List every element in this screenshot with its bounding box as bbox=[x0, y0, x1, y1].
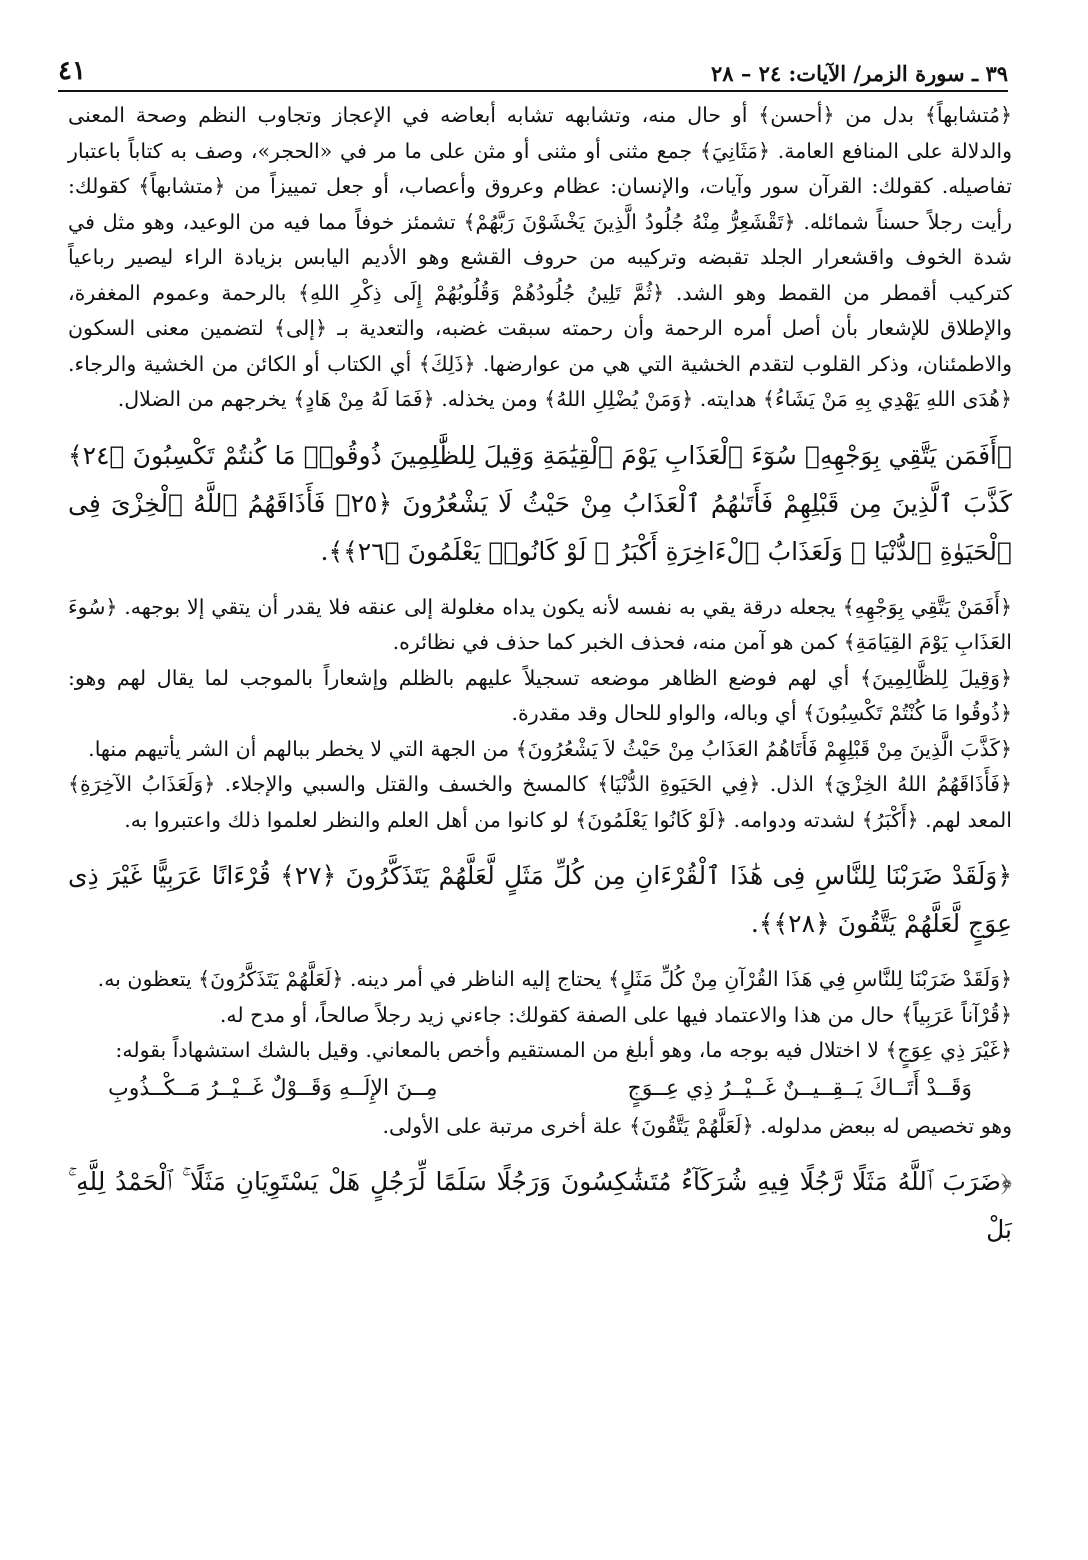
commentary-paragraph-9: وهو تخصيص له ببعض مدلوله. ﴿لَعَلَّهُمْ يَتَّقُونَ﴾ علة أخرى مرتبة على الأولى. bbox=[382, 1113, 1012, 1138]
poem-first-hemistich: وَقَــدْ أَتَــاكَ يَــقِــيــنٌ غَــيْــرُ ذِي عِــوَجٍ bbox=[627, 1075, 972, 1101]
page-body bbox=[68, 98, 1012, 1254]
commentary-paragraph-5: ﴿فَأَذَاقَهُمُ اللهُ الخِزْيَ﴾ الذل. ﴿فِي الحَيَوةِ الدُّنْيَا﴾ كالمسخ والخسف والقتل والسبي والإجلاء. ﴿وَلَعَذَابُ الآخِرَةِ﴾ المعد لهم. ﴿أَكْبَرُ﴾ لشدته ودوامه. ﴿لَوْ كَانُوا يَعْلَمُونَ﴾ لو كانوا من أهل العلم والنظر لعلموا ذلك واعتبروا به. bbox=[68, 772, 1012, 832]
poem-second-hemistich: مِــنَ الإِلَــهِ وَقَــوْلٌ غَــيْــرُ مَــكْــذُوبِ bbox=[108, 1075, 438, 1101]
page-number: ٤١ bbox=[58, 56, 86, 86]
commentary-paragraph-2: ﴿أَفَمَنْ يَتَّقِي بِوَجْهِهِ﴾ يجعله درقة يقي به نفسه لأنه يكون يداه مغلولة إلى عنقه فلا يقدر أن يتقي إلا بوجهه. ﴿سُوءَ العَذَابِ يَوْمَ القِيَامَةِ﴾ كمن هو آمن منه، فحذف الخبر كما حذف في نظائره. bbox=[68, 594, 1012, 654]
poetry-verse bbox=[68, 1069, 1012, 1109]
commentary-paragraph-3: ﴿وَقِيلَ لِلظَّالِمِينَ﴾ أي لهم فوضع الظاهر موضعه تسجيلاً عليهم بالظلم وإشعاراً بالموجب لما يقال لهم وهو: ﴿ذُوقُوا مَا كُنْتُمْ تَكْسِبُونَ﴾ أي وباله، والواو للحال وقد مقدرة. bbox=[68, 665, 1012, 725]
quran-verse-block-1: ﴿أَفَمَن يَتَّقِي بِوَجْهِهِۦ سُوٓءَ ٱلْعَذَابِ يَوْمَ ٱلْقِيَٰمَةِ وَقِيلَ لِلظَّٰلِمِينَ ذُوقُوا۟ مَا كُنتُمْ تَكْسِبُونَ ﴿٢٤﴾ كَذَّبَ ٱلَّذِينَ مِن قَبْلِهِمْ فَأَتَىٰهُمُ ٱلْعَذَابُ مِنْ حَيْثُ لَا يَشْعُرُونَ ﴿٢٥﴾ فَأَذَاقَهُمُ ٱللَّهُ ٱلْخِزْىَ فِى ٱلْحَيَوٰةِ ٱلدُّنْيَا ۖ وَلَعَذَابُ ٱلْءَاخِرَةِ أَكْبَرُ ۚ لَوْ كَانُوا۟ يَعْلَمُونَ ﴿٢٦﴾﴾. bbox=[68, 440, 1012, 566]
commentary-paragraph-6: ﴿وَلَقَدْ ضَرَبْنَا لِلنَّاسِ فِي هَذَا القُرْآنِ مِنْ كُلِّ مَثَلٍ﴾ يحتاج إليه الناظر في أمر دينه. ﴿لَعَلَّهُمْ يَتَذَكَّرُونَ﴾ يتعظون به. bbox=[97, 967, 1012, 991]
commentary-paragraph-1: ﴿مُتشابهاً﴾ بدل من ﴿أحسن﴾ أو حال منه، وتشابهه تشابه أبعاضه في الإعجاز وتجاوب النظم وصحة المعنى والدلالة على المنافع العامة. ﴿مَثَانِيَ﴾ جمع مثنى أو مثنى أو مثن على ما مر في «الحجر»، وصف به كتاباً باعتبار تفاصيله. كقولك: القرآن سور وآيات، والإنسان: عظام وعروق وأعصاب، أو جعل تمييزاً من ﴿متشابهاً﴾ كقولك: رأيت رجلاً حسناً شمائله. ﴿تَقْشَعِرُّ مِنْهُ جُلُودُ الَّذِينَ يَخْشَوْنَ رَبَّهُمْ﴾ تشمئز خوفاً مما فيه من الوعيد، وهو مثل في شدة الخوف واقشعرار الجلد تقبضه وتركيبه من حروف القشع وهو الأديم اليابس بزيادة الراء ليصير رباعياً كتركيب أقمطر من القمط وهو الشد. ﴿ثُمَّ تَلِينُ جُلُودُهُمْ وَقُلُوبُهُمْ إِلَى ذِكْرِ اللهِ﴾ بالرحمة وعموم المغفرة، والإطلاق للإشعار بأن أصل أمره الرحمة وأن رحمته سبقت غضبه، والتعدية بـ ﴿إلى﴾ لتضمين معنى السكون والاطمئنان، وذكر القلوب لتقدم الخشية التي هي من عوارضها. ﴿ذَلِكَ﴾ أي الكتاب أو الكائن من الخشية والرجاء. ﴿هُدَى اللهِ يَهْدِي بِهِ مَنْ يَشَاءُ﴾ هدايته. ﴿وَمَنْ يُضْلِلِ اللهُ﴾ ومن يخذله. ﴿فَمَا لَهُ مِنْ هَادٍ﴾ يخرجهم من الضلال. bbox=[68, 103, 1012, 411]
page-header bbox=[58, 46, 1008, 92]
surah-title: ٣٩ ـ سورة الزمر/ الآيات: ٢٤ – ٢٨ bbox=[710, 61, 1008, 86]
commentary-paragraph-8: ﴿غَيْرَ ذِي عِوَجٍ﴾ لا اختلال فيه بوجه ما، وهو أبلغ من المستقيم وأخص بالمعاني. وقيل بالشك استشهاداً بقوله: bbox=[115, 1038, 1012, 1062]
commentary-paragraph-4: ﴿كَذَّبَ الَّذِينَ مِنْ قَبْلِهِمْ فَأَتَاهُمُ العَذَابُ مِنْ حَيْثُ لاَ يَشْعُرُونَ﴾ من الجهة التي لا يخطر ببالهم أن الشر يأتيهم منها. bbox=[88, 736, 1012, 761]
commentary-paragraph-7: ﴿قُرْآناً عَرَبِياً﴾ حال من هذا والاعتماد فيها على الصفة كقولك: جاءني زيد رجلاً صالحاً، أو مدح له. bbox=[219, 1002, 1012, 1027]
quran-verse-block-3: ﴿ضَرَبَ ٱللَّهُ مَثَلًا رَّجُلًا فِيهِ شُرَكَآءُ مُتَشَٰكِسُونَ وَرَجُلًا سَلَمًا لِّرَجُلٍ هَلْ يَسْتَوِيَانِ مَثَلًا ۚ ٱلْحَمْدُ لِلَّهِ ۚ بَلْ bbox=[68, 1167, 1012, 1244]
quran-verse-block-2: ﴿وَلَقَدْ ضَرَبْنَا لِلنَّاسِ فِى هَٰذَا ٱلْقُرْءَانِ مِن كُلِّ مَثَلٍ لَّعَلَّهُمْ يَتَذَكَّرُونَ ﴿٢٧﴾ قُرْءَانًا عَرَبِيًّا غَيْرَ ذِى عِوَجٍ لَّعَلَّهُمْ يَتَّقُونَ ﴿٢٨﴾﴾. bbox=[68, 861, 1012, 938]
